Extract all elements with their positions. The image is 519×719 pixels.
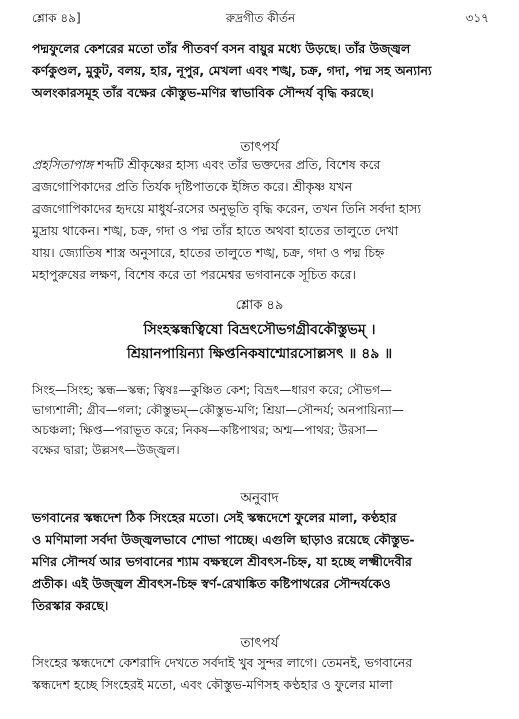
text-line: অলংকারসমূহ তাঁর বক্ষের কৌস্তুভ-মণির স্বাভাবিক সৌন্দর্য বৃদ্ধি করছে। (32, 85, 374, 100)
header-verse-ref: শ্লোক ৪৯] (32, 11, 81, 25)
purport-2-paragraph (32, 652, 489, 696)
purport-2-heading: তাৎপর্য (240, 635, 279, 651)
text-line: স্কন্ধদেশ হচ্ছে সিংহেরই মতো, এবং কৌস্তুভ-মণিসহ কণ্ঠহার ও ফুলের মালা (32, 677, 393, 692)
translation-paragraph (32, 507, 489, 617)
text-line: ব্রজগোপিকাদের হৃদয়ে মাধুর্য-রসের অনুভূতি বৃদ্ধি করেন, তখন তিনি সর্বদা হাস্য (32, 201, 422, 216)
text-line: ভাগ্যশালী; গ্রীব—গলা; কৌস্তুভম্—কৌস্তুভ-মণি; শ্রিয়া—সৌন্দর্য; অনপায়িন্যা— (32, 403, 404, 417)
text-line: কর্ণকুণ্ডল, মুকুট, বলয়, হার, নূপুর, মেখলা এবং শঙ্খ, চক্র, গদা, পদ্ম সহ অন্যান্য (32, 63, 432, 78)
text-line: পদ্মফুলের কেশরের মতো তাঁর পীতবর্ণ বসন বায়ুর মধ্যে উড়ছে। তাঁর উজ্জ্বল (32, 41, 411, 56)
synonyms-paragraph (32, 380, 489, 460)
verse-line-1: সিংহস্কন্ধত্বিষো বিভ্রৎসৌভগগ্রীবকৌস্তুভম্ । (143, 322, 376, 338)
text-line: প্রতীক। এই উজ্জ্বল শ্রীবৎস-চিহ্ন স্বর্ণ-রেখাঙ্কিত কষ্টিপাথরের সৌন্দর্যকেও (32, 576, 391, 591)
header-chapter-title: রুদ্রগীত কীর্তন (225, 11, 296, 25)
purport-heading: তাৎপর্য (240, 139, 279, 155)
text-line: সিংহের স্কন্ধদেশে কেশরাদি দেখতে সর্বদাই খুব সুন্দর লাগে। তেমনই, ভগবানের (32, 655, 413, 670)
verse-line-2: শ্রিয়ানপায়িন্যা ক্ষিপ্তনিকষাশ্মোরসোল্লসৎ ॥ ৪৯ ॥ (126, 346, 393, 362)
text-line: ব্রজগোপিকাদের প্রতি তির্যক দৃষ্টিপাতকে ইঙ্গিত করে। শ্রীকৃষ্ণ যখন (32, 179, 353, 194)
text-line: বক্ষের দ্বারা; উল্লসৎ—উজ্জ্বল। (32, 443, 180, 457)
translation-heading: অনুবাদ (240, 490, 279, 506)
purport-term: প্রহসিতাপাঙ্গ (32, 157, 94, 172)
text-line: ও মণিমালা সর্বদা উজ্জ্বলভাবে শোভা পাচ্ছে। এগুলি ছাড়াও রয়েছে কৌস্তুভ- (32, 532, 415, 547)
page-header (32, 10, 489, 30)
text-line: মহাপুরুষের লক্ষণ, বিশেষ করে তা পরমেশ্বর ভগবানকে সূচিত করে। (32, 267, 356, 282)
header-page-number: ৩১৭ (465, 11, 489, 25)
text-line: ভগবানের স্কন্ধদেশ ঠিক সিংহের মতো। সেই স্কন্ধদেশে ফুলের মালা, কণ্ঠহার (32, 510, 397, 525)
purport-paragraph (32, 154, 489, 286)
text-line: অচঞ্চলা; ক্ষিপ্ত—পরাভূত করে; নিকষ—কষ্টিপাথর; অশ্ম—পাথর; উরসা— (32, 423, 378, 437)
text-line: তিরস্কার করছে। (32, 598, 109, 613)
text-line: যায়। জ্যোতিষ শাস্ত্র অনুসারে, হাতের তালুতে শঙ্খ, চক্র, গদা ও পদ্ম চিহ্ন (32, 245, 385, 260)
text-line: প্রহসিতাপাঙ্গ শব্দটি শ্রীকৃষ্ণের হাস্য এবং তাঁর ভক্তদের প্রতি, বিশেষ করে (32, 157, 381, 172)
text-line: মুদ্রায় থাকেন। শঙ্খ, চক্র, গদা ও পদ্ম তাঁর হাতে অথবা হাতের তালুতে দেখা (32, 223, 399, 238)
intro-paragraph (32, 38, 489, 104)
text-line: মণির সৌন্দর্য আর ভগবানের শ্যাম বক্ষস্থলে শ্রীবৎস-চিহ্ন, যা হচ্ছে লক্ষ্মীদেবীর (32, 554, 412, 569)
text-line: সিংহ—সিংহ; স্কন্ধ—স্কন্ধ; ত্বিষঃ—কুঞ্চিত কেশ; বিভ্রৎ—ধারণ করে; সৌভগ— (32, 383, 392, 397)
verse-label: শ্লোক ৪৯ (235, 298, 284, 313)
